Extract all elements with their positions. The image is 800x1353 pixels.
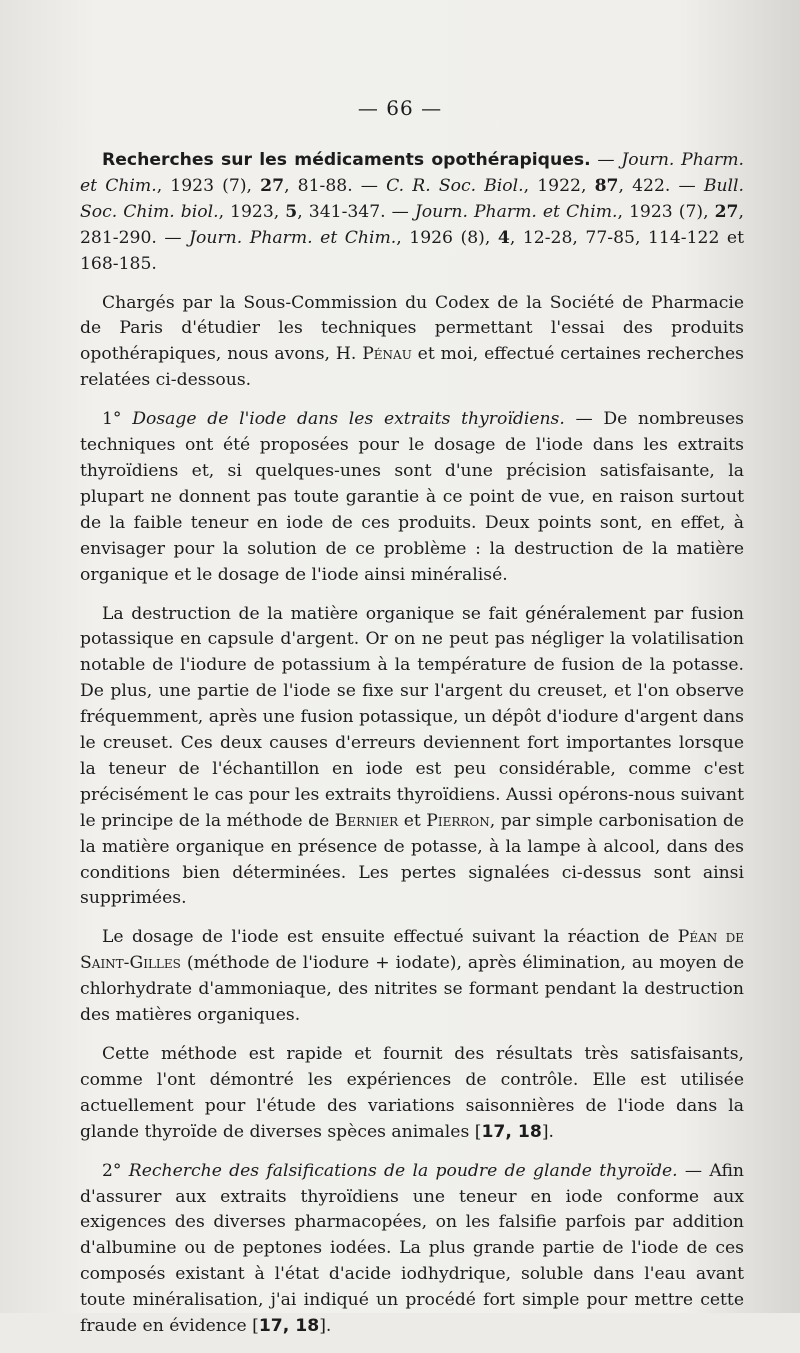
section-paragraph: 2° Recherche des falsifications de la poudre de glande thyroïde. — Afin d'assurer aux extraits thyroïdiens une teneur en iode conforme aux exigences des diverses pharmacopées, on les falsifie parfois par addition d'albumine ou de peptones iodées. La plus grande partie de l'iode de ces composés existant à l'état d'acide iodhydrique, soluble dans l'eau avant toute minéralisation, j'ai indiqué un procédé fort simple pour mettre cette fraude en évidence [17, 18].	[80, 1160, 744, 1337]
section-paragraph: 1° Dosage de l'iode dans les extraits thyroïdiens. — De nombreuses techniques ont été proposées pour le dosage de l'iode dans les extraits thyroïdiens et, si quelques-unes sont d'une précision satisfaisante, la plupart ne donnent pas toute garantie à ce point de vue, en raison surtout de la faible teneur en iode de ces produits. Deux points sont, en effet, à envisager pour la solution de ce problème : la destruction de la matière organique et le dosage de l'iode ainsi minéralisé.	[80, 409, 744, 585]
section-heading: Dosage de l'iode dans les extraits thyroïdiens.	[132, 409, 565, 430]
journal-name: Journ. Pharm. et Chim.	[414, 201, 618, 222]
paragraph: Chargés par la Sous-Commission du Codex de la Société de Pharmacie de Paris d'étudier les techniques permettant l'essai des produits opothérapiques, nous avons, H. Pénau et moi, effectué certaines recherches relatées ci-dessous.	[80, 292, 745, 391]
paragraph: Cette méthode est rapide et fournit des résultats très satisfaisants, comme l'ont démontré les expériences de contrôle. Elle est utilisée actuellement pour l'étude des variations saisonnières de l'iode dans la glande thyroïde de diverses spèces animales [17, 18].	[80, 1044, 744, 1142]
citation-refs: 17, 18	[481, 1121, 542, 1142]
volume: 5	[285, 201, 298, 222]
section-heading: Recherche des falsifications de la poudre de glande thyroïde.	[128, 1160, 678, 1181]
paragraph: Le dosage de l'iode est ensuite effectué suivant la réaction de Péan de Saint-Gilles (méthode de l'iodure + iodate), après élimination, au moyen de chlorhydrate d'ammoniaque, des nitrites se formant pendant la destruction des matières organiques.	[80, 927, 744, 1026]
journal-name: Journ. Pharm. et Chim.	[189, 227, 397, 248]
author-name: Pénau	[362, 344, 412, 365]
volume: 4	[497, 227, 510, 248]
volume: 27	[714, 201, 739, 222]
journal-name: Journ. Pharm. et Chim.	[80, 150, 744, 196]
journal-name: Bull. Soc. Chim. biol.	[80, 175, 744, 222]
citation-refs: 17, 18	[258, 1316, 320, 1337]
author-name: Péan de Saint-Gilles	[80, 927, 744, 974]
journal-name: C. R. Soc. Biol.	[386, 175, 524, 196]
page-number: — 66 —	[357, 96, 443, 120]
reference-title: Recherches sur les médicaments opothérapiques.	[102, 150, 591, 170]
paragraph: La destruction de la matière organique se fait généralement par fusion potassique en capsule d'argent. Or on ne peut pas négliger la volatilisation notable de l'iodure de potassium à la température de fusion de la potasse. De plus, une partie de l'iode se fixe sur l'argent du creuset, et l'on observe fréquemment, après une fusion potassique, un dépôt d'iodure d'argent dans le creuset. Ces deux causes d'erreurs deviennent fort importantes lorsque la teneur de l'échantillon en iode est peu considérable, comme c'est précisément le cas pour les extraits thyroïdiens. Aussi opérons-nous suivant le principe de la méthode de Bernier et Pierron, par simple carbonisation de la matière organique en présence de potasse, à la lampe à alcool, dans des conditions bien déterminées. Les pertes signalées ci-dessus sont ainsi supprimées.	[80, 603, 745, 909]
author-name: Pierron	[426, 810, 490, 831]
volume: 27	[260, 175, 285, 196]
author-name: Bernier	[334, 810, 399, 831]
text-body	[80, 148, 744, 1353]
reference-block: Recherches sur les médicaments opothérapiques. — Journ. Pharm. et Chim., 1923 (7), 27, 81-88. — C. R. Soc. Biol., 1922, 87, 422. — Bull. Soc. Chim. biol., 1923, 5, 341-347. — Journ. Pharm. et Chim., 1923 (7), 27, 281-290. — Journ. Pharm. et Chim., 1926 (8), 4, 12-28, 77-85, 114-122 et 168-185.	[80, 150, 744, 274]
volume: 87	[594, 175, 619, 196]
